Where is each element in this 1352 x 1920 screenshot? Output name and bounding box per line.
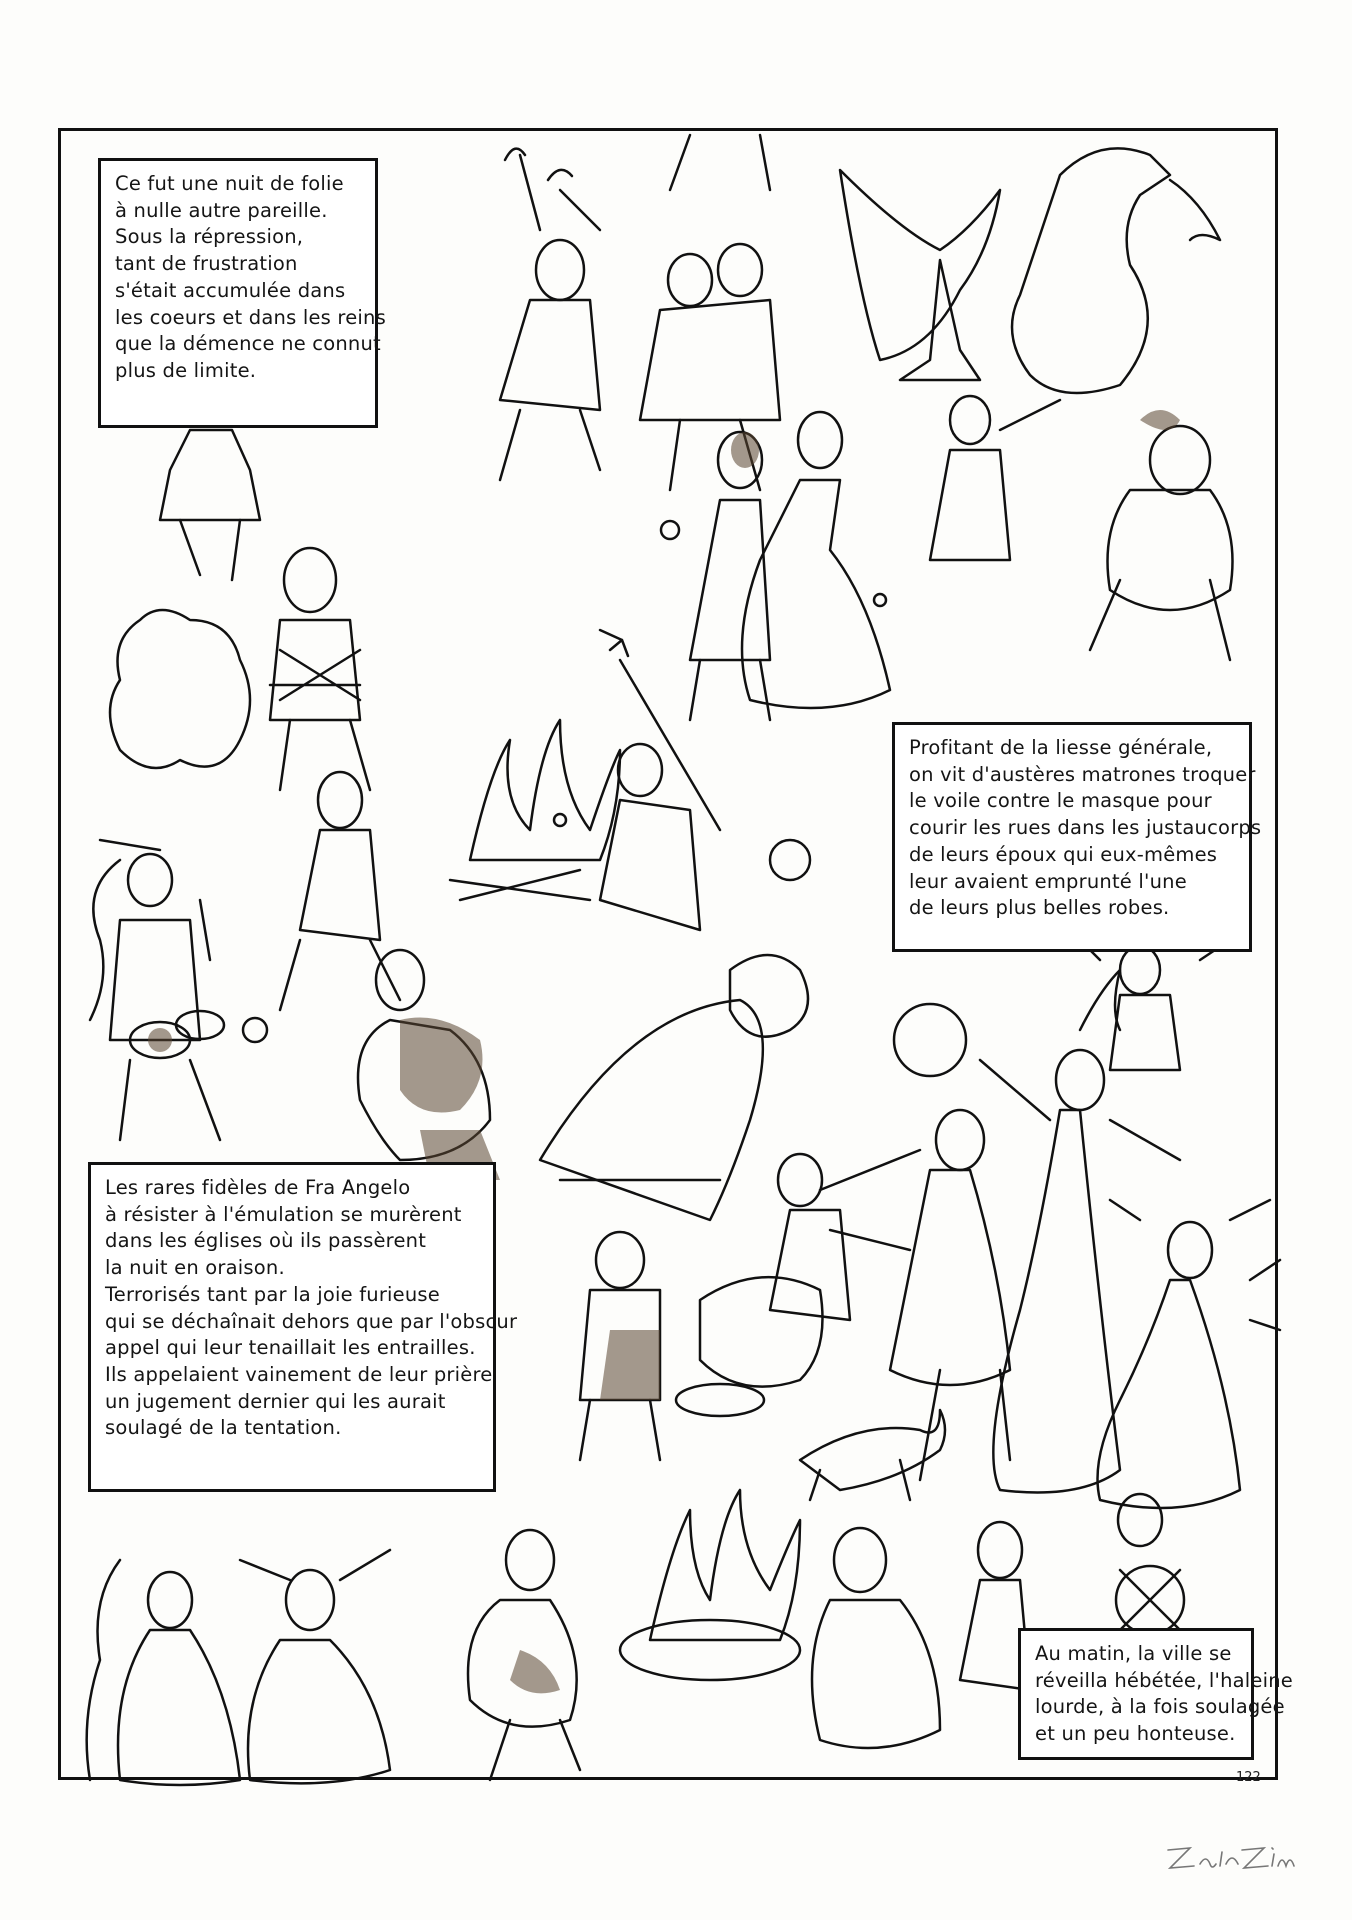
caption-morning: [1018, 1628, 1293, 1760]
caption-line: soulagé de la tentation.: [105, 1416, 342, 1440]
caption-line: Terrorisés tant par la joie furieuse: [105, 1282, 440, 1306]
caption-line: à résister à l'émulation se murèrent: [105, 1202, 462, 1226]
caption-line: plus de limite.: [115, 358, 257, 382]
caption-line: de leurs époux qui eux-mêmes: [909, 842, 1218, 866]
caption-line: Sous la répression,: [115, 225, 304, 249]
caption-line: Ce fut une nuit de folie: [115, 172, 344, 195]
caption-night: [98, 158, 386, 428]
page-number: 122: [1236, 1770, 1261, 1785]
caption-line: leur avaient emprunté l'une: [909, 869, 1187, 893]
caption-line: un jugement dernier qui les aurait: [105, 1389, 446, 1413]
caption-faithful: [88, 1162, 518, 1492]
caption-line: les coeurs et dans les reins: [115, 305, 386, 329]
caption-line: Ils appelaient vainement de leur prière: [105, 1362, 493, 1386]
caption-line: lourde, à la fois soulagée: [1035, 1695, 1285, 1719]
caption-line: qui se déchaînait dehors que par l'obscur: [105, 1309, 518, 1333]
caption-line: à nulle autre pareille.: [115, 198, 328, 222]
caption-matrons: [892, 722, 1262, 952]
caption-line: la nuit en oraison.: [105, 1256, 285, 1280]
caption-line: et un peu honteuse.: [1035, 1722, 1236, 1746]
caption-line: que la démence ne connut: [115, 332, 381, 356]
caption-line: dans les églises où ils passèrent: [105, 1229, 427, 1253]
caption-line: le voile contre le masque pour: [909, 789, 1212, 813]
caption-line: appel qui leur tenaillait les entrailles.: [105, 1336, 476, 1360]
caption-line: réveilla hébétée, l'haleine: [1035, 1668, 1293, 1692]
caption-line: s'était accumulée dans: [115, 278, 346, 302]
artist-signature: [1160, 1838, 1300, 1878]
caption-line: de leurs plus belles robes.: [909, 896, 1170, 920]
caption-line: Les rares fidèles de Fra Angelo: [105, 1176, 411, 1199]
caption-line: on vit d'austères matrones troquer: [909, 762, 1256, 786]
caption-line: Profitant de la liesse générale,: [909, 736, 1213, 759]
caption-line: tant de frustration: [115, 252, 298, 276]
caption-line: courir les rues dans les justaucorps: [909, 816, 1262, 840]
caption-line: Au matin, la ville se: [1035, 1642, 1232, 1665]
